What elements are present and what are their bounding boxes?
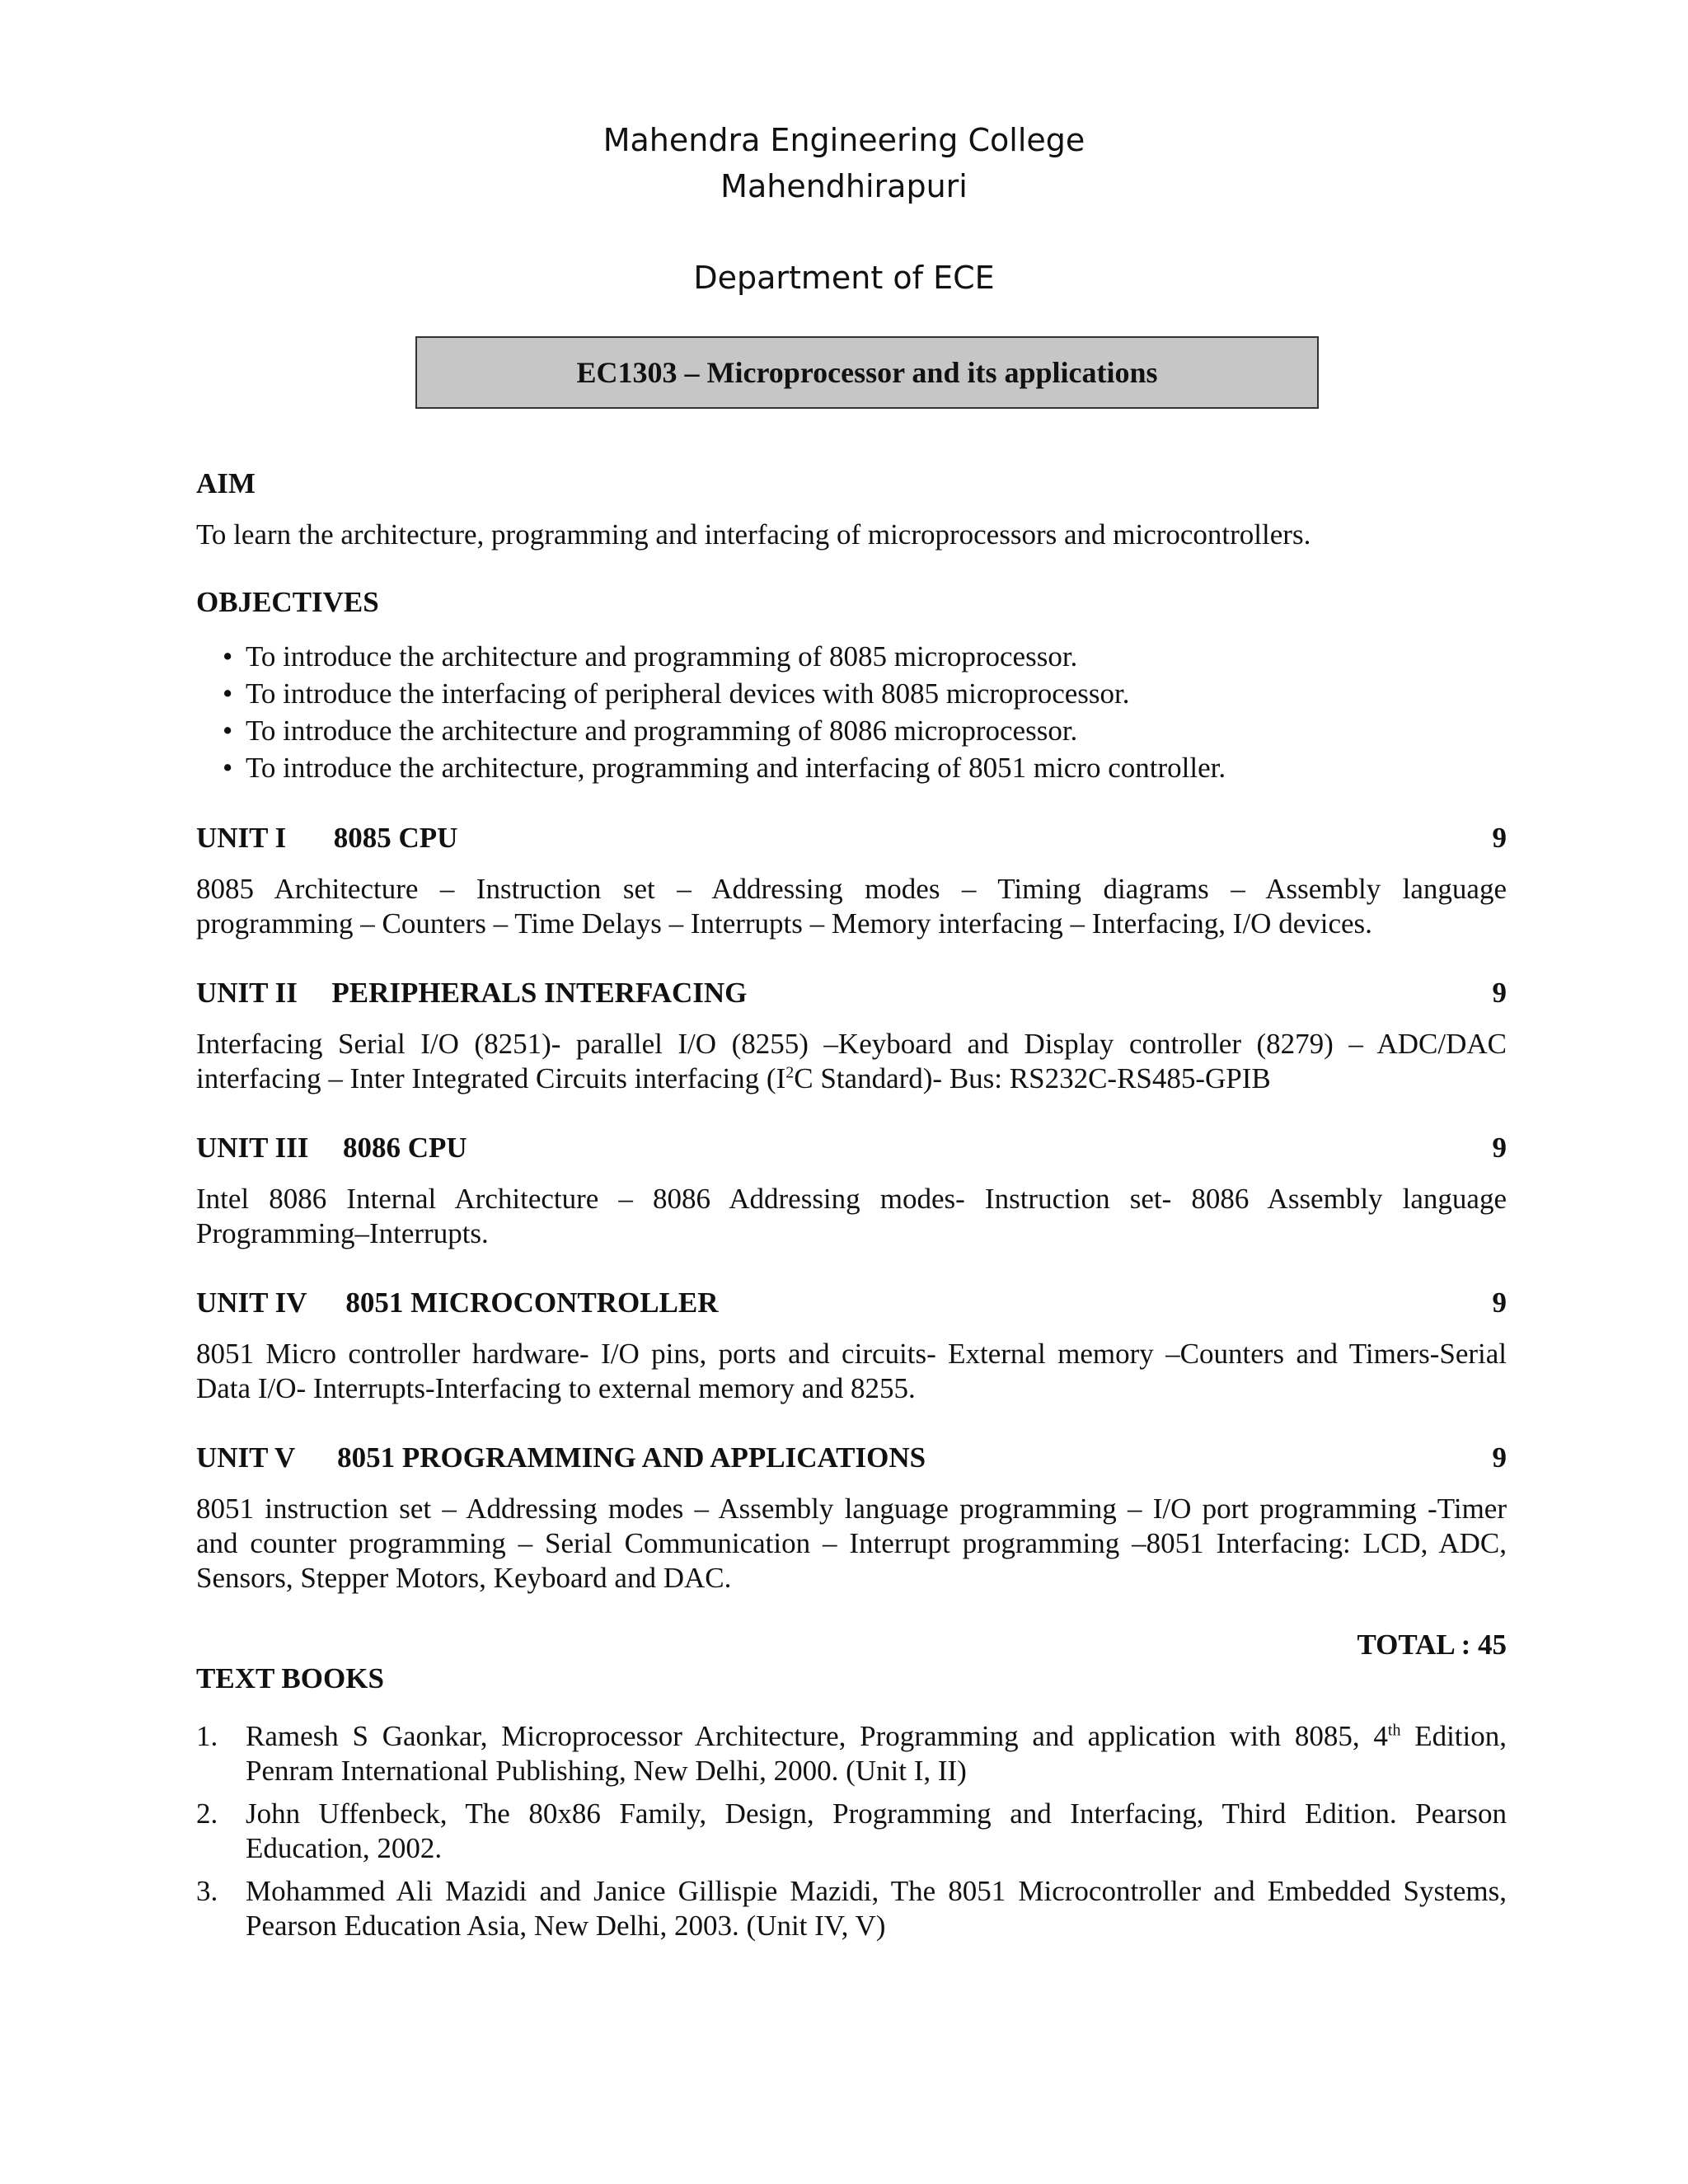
unit-name: 8085 CPU bbox=[333, 822, 458, 854]
unit-name: 8086 CPU bbox=[343, 1132, 467, 1164]
item-text bbox=[246, 1874, 1507, 1943]
text-line: Interfacing Serial I/O (8251)- parallel I/O (8255) –Keyboard and Display controller (8279) – ADC/DAC bbox=[196, 1028, 1507, 1060]
unit-content bbox=[196, 1492, 1507, 1596]
text-line: Programming–Interrupts. bbox=[196, 1217, 489, 1249]
college-name: Mahendra Engineering College bbox=[603, 122, 1085, 158]
item-number: 3. bbox=[196, 1875, 218, 1907]
total-hours: TOTAL : 45 bbox=[1357, 1629, 1507, 1661]
textbooks-section bbox=[196, 1661, 1507, 1952]
textbooks-list bbox=[196, 1719, 1507, 1943]
unit-content bbox=[196, 1182, 1507, 1251]
objectives-section bbox=[196, 585, 1507, 786]
objectives-heading: OBJECTIVES bbox=[196, 586, 379, 618]
superscript: th bbox=[1387, 1721, 1401, 1740]
unit-section bbox=[196, 1286, 1507, 1406]
unit-name: PERIPHERALS INTERFACING bbox=[331, 977, 748, 1009]
list-item: • To introduce the architecture and programming of 8086 microprocessor. bbox=[196, 712, 1507, 749]
unit-hours: 9 bbox=[1492, 1286, 1507, 1319]
aim-text: To learn the architecture, programming and interfacing of microprocessors and microcontrollers. bbox=[196, 518, 1311, 551]
text-segment: interfacing – Inter Integrated Circuits interfacing (I bbox=[196, 1062, 786, 1094]
text-line: Data I/O- Interrupts-Interfacing to external memory and 8255. bbox=[196, 1372, 916, 1404]
text-line: programming – Counters – Time Delays – Interrupts – Memory interfacing – Interfacing, I/O devices. bbox=[196, 907, 1372, 940]
text-line: John Uffenbeck, The 80x86 Family, Design, Programming and Interfacing, Third Edition. Pearson bbox=[246, 1797, 1507, 1830]
unit-label: UNIT II bbox=[196, 977, 298, 1009]
textbooks-heading: TEXT BOOKS bbox=[196, 1662, 384, 1694]
aim-section bbox=[196, 466, 1507, 552]
text-line: Intel 8086 Internal Architecture – 8086 Addressing modes- Instruction set- 8086 Assembly language bbox=[196, 1183, 1507, 1215]
unit-hours: 9 bbox=[1492, 1441, 1507, 1474]
list-item: • To introduce the interfacing of peripheral devices with 8085 microprocessor. bbox=[196, 675, 1507, 712]
unit-hours: 9 bbox=[1492, 822, 1507, 854]
text-segment: Ramesh S Gaonkar, Microprocessor Architecture, Programming and application with 8085, 4 bbox=[246, 1720, 1388, 1752]
unit-label: UNIT IV bbox=[196, 1286, 307, 1319]
item-text bbox=[246, 1797, 1507, 1866]
unit-content bbox=[196, 1027, 1507, 1096]
list-item bbox=[196, 1874, 1507, 1943]
text-line: and counter programming – Serial Communication – Interrupt programming –8051 Interfacing: LCD, ADC, bbox=[196, 1527, 1507, 1559]
unit-content bbox=[196, 1337, 1507, 1406]
unit-content bbox=[196, 872, 1507, 941]
text-line: 8085 Architecture – Instruction set – Addressing modes – Timing diagrams – Assembly language bbox=[196, 873, 1507, 905]
unit-heading bbox=[196, 1286, 1507, 1320]
college-location: Mahendhirapuri bbox=[720, 168, 968, 204]
text-line: Mohammed Ali Mazidi and Janice Gillispie Mazidi, The 8051 Microcontroller and Embedded Systems, bbox=[246, 1875, 1507, 1907]
course-title: EC1303 – Microprocessor and its applications bbox=[576, 356, 1158, 389]
item-text bbox=[246, 1719, 1507, 1788]
course-title-box bbox=[415, 336, 1319, 409]
text-line: 8051 instruction set – Addressing modes – Assembly language programming – I/O port programming -Timer bbox=[196, 1493, 1507, 1525]
list-item: • To introduce the architecture and programming of 8085 microprocessor. bbox=[196, 638, 1507, 675]
unit-label: UNIT I bbox=[196, 822, 287, 854]
list-item bbox=[196, 1719, 1507, 1788]
aim-heading: AIM bbox=[196, 467, 256, 499]
unit-heading bbox=[196, 821, 1507, 855]
unit-label: UNIT III bbox=[196, 1132, 309, 1164]
text-line bbox=[246, 1719, 1507, 1754]
unit-label: UNIT V bbox=[196, 1441, 295, 1474]
unit-section bbox=[196, 1441, 1507, 1596]
text-line: Pearson Education Asia, New Delhi, 2003. (Unit IV, V) bbox=[246, 1910, 886, 1942]
text-line: Education, 2002. bbox=[246, 1832, 443, 1864]
text-line bbox=[196, 1062, 1507, 1096]
unit-name: 8051 PROGRAMMING AND APPLICATIONS bbox=[337, 1441, 926, 1474]
item-number: 2. bbox=[196, 1797, 218, 1830]
unit-heading bbox=[196, 1131, 1507, 1165]
unit-name: 8051 MICROCONTROLLER bbox=[345, 1286, 719, 1319]
unit-hours: 9 bbox=[1492, 1132, 1507, 1164]
unit-heading bbox=[196, 976, 1507, 1010]
unit-section bbox=[196, 1131, 1507, 1251]
unit-section bbox=[196, 976, 1507, 1096]
unit-heading bbox=[196, 1441, 1507, 1475]
text-line: Penram International Publishing, New Delhi, 2000. (Unit I, II) bbox=[246, 1755, 967, 1787]
unit-hours: 9 bbox=[1492, 977, 1507, 1009]
text-segment: C Standard)- Bus: RS232C-RS485-GPIB bbox=[794, 1062, 1271, 1094]
text-line: 8051 Micro controller hardware- I/O pins, ports and circuits- External memory –Counters and Timers-Serial bbox=[196, 1338, 1507, 1370]
objectives-list bbox=[196, 638, 1507, 786]
list-item bbox=[196, 1797, 1507, 1866]
department-name: Department of ECE bbox=[693, 260, 995, 296]
text-line: Sensors, Stepper Motors, Keyboard and DAC. bbox=[196, 1562, 732, 1594]
item-number: 1. bbox=[196, 1720, 218, 1752]
list-item: • To introduce the architecture, programming and interfacing of 8051 micro controller. bbox=[196, 749, 1507, 786]
text-segment: Edition, bbox=[1400, 1720, 1507, 1752]
superscript: 2 bbox=[785, 1063, 795, 1082]
unit-section bbox=[196, 821, 1507, 941]
